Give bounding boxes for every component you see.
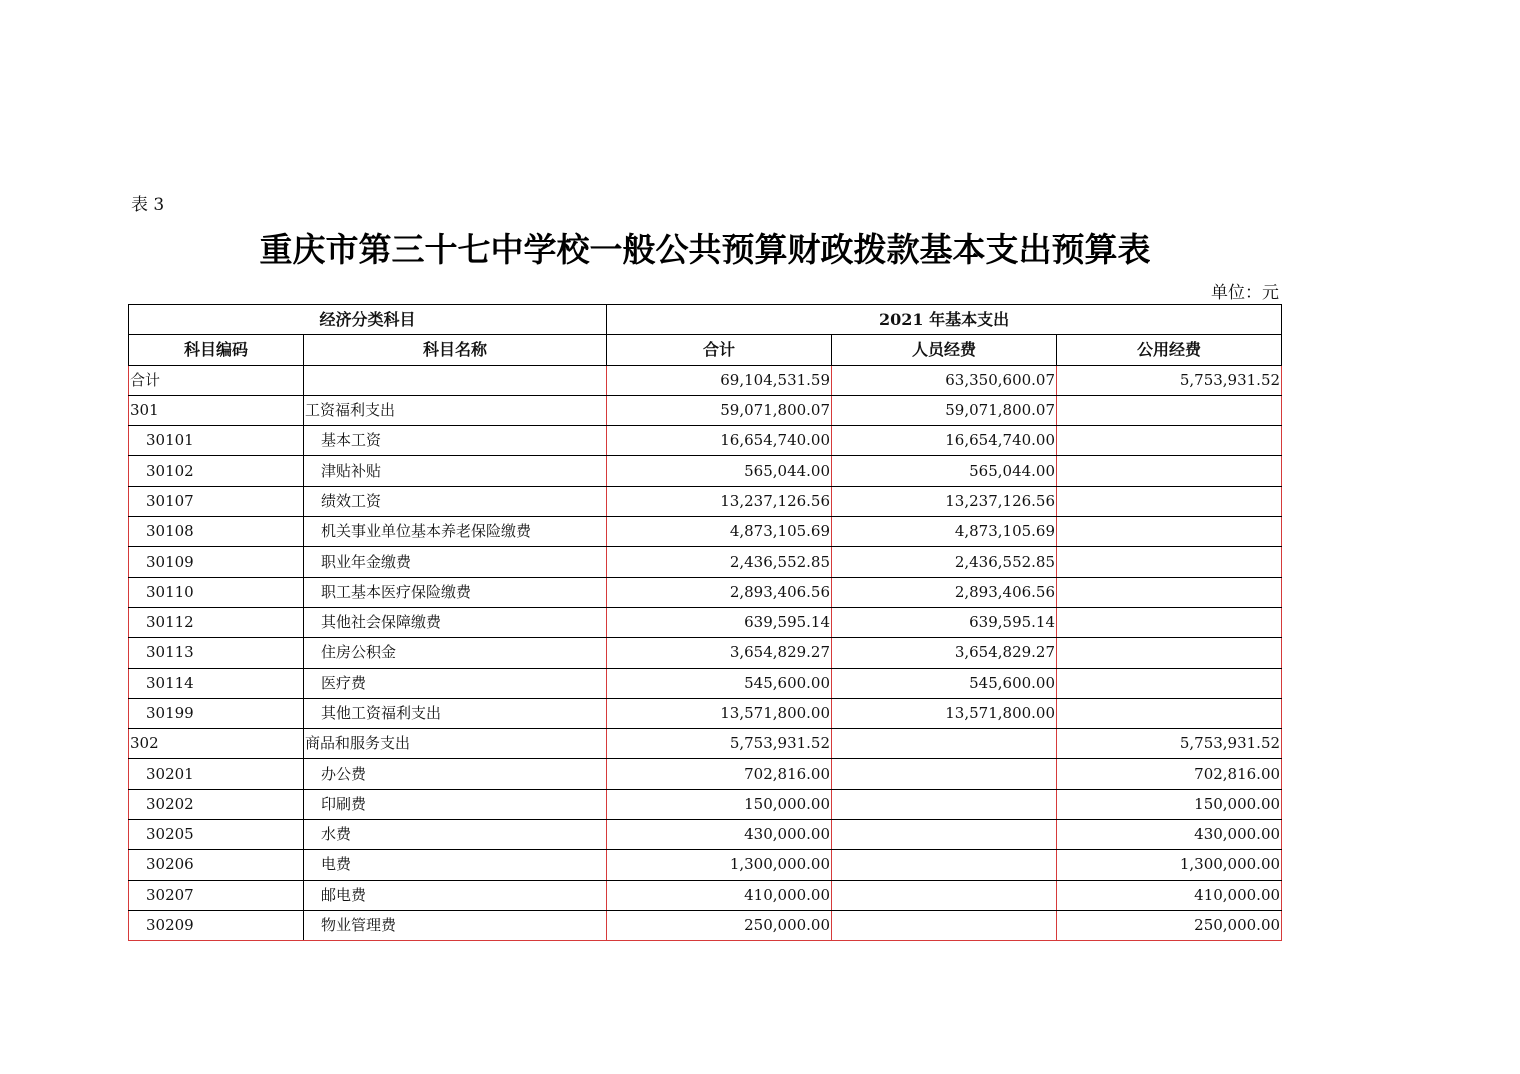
personnel-expenses-cell: 2,436,552.85	[832, 547, 1057, 577]
total-cell: 639,595.14	[607, 607, 832, 637]
personnel-expenses-cell	[832, 850, 1057, 880]
subject-code-cell: 302	[129, 729, 304, 759]
table-row	[129, 365, 1282, 395]
table-row	[129, 880, 1282, 910]
total-cell: 2,436,552.85	[607, 547, 832, 577]
document-title: 重庆市第三十七中学校一般公共预算财政拨款基本支出预算表	[259, 230, 1151, 269]
subject-code-cell: 30206	[129, 850, 304, 880]
public-expenses-cell: 430,000.00	[1057, 820, 1282, 850]
public-expenses-cell	[1057, 607, 1282, 637]
table-row	[129, 517, 1282, 547]
personnel-expenses-cell	[832, 820, 1057, 850]
subject-code-cell: 30201	[129, 759, 304, 789]
total-cell: 5,753,931.52	[607, 729, 832, 759]
subject-name-cell: 机关事业单位基本养老保险缴费	[304, 517, 607, 547]
table-row	[129, 395, 1282, 425]
table-header	[129, 305, 1282, 366]
subject-name-cell: 邮电费	[304, 880, 607, 910]
subject-name-cell: 电费	[304, 850, 607, 880]
header-basic-expenditure: 2021 年基本支出	[607, 305, 1282, 335]
table-row	[129, 698, 1282, 728]
subject-name-cell: 职业年金缴费	[304, 547, 607, 577]
personnel-expenses-cell	[832, 910, 1057, 940]
unit-label: 单位：元	[1211, 283, 1279, 303]
table-row	[129, 638, 1282, 668]
table-row	[129, 577, 1282, 607]
subject-name-cell: 工资福利支出	[304, 395, 607, 425]
personnel-expenses-cell	[832, 729, 1057, 759]
table-row	[129, 607, 1282, 637]
subject-code-cell: 30205	[129, 820, 304, 850]
personnel-expenses-cell	[832, 789, 1057, 819]
subject-code-cell: 30109	[129, 547, 304, 577]
table-number: 表 3	[131, 195, 165, 215]
subject-name-cell: 印刷费	[304, 789, 607, 819]
table-row	[129, 426, 1282, 456]
table-row	[129, 759, 1282, 789]
budget-table	[128, 304, 1282, 941]
public-expenses-cell: 702,816.00	[1057, 759, 1282, 789]
subject-code-cell: 30102	[129, 456, 304, 486]
total-cell: 69,104,531.59	[607, 365, 832, 395]
personnel-expenses-cell: 2,893,406.56	[832, 577, 1057, 607]
subject-code-cell: 30199	[129, 698, 304, 728]
table-row	[129, 547, 1282, 577]
header-column-row	[129, 335, 1282, 365]
public-expenses-cell: 5,753,931.52	[1057, 729, 1282, 759]
personnel-expenses-cell: 545,600.00	[832, 668, 1057, 698]
subject-name-cell: 其他工资福利支出	[304, 698, 607, 728]
header-group-row	[129, 305, 1282, 335]
subject-name-cell: 绩效工资	[304, 486, 607, 516]
personnel-expenses-cell: 63,350,600.07	[832, 365, 1057, 395]
public-expenses-cell	[1057, 547, 1282, 577]
header-subject-code: 科目编码	[129, 335, 304, 365]
subject-name-cell: 商品和服务支出	[304, 729, 607, 759]
subject-name-cell: 基本工资	[304, 426, 607, 456]
public-expenses-cell: 150,000.00	[1057, 789, 1282, 819]
total-cell: 1,300,000.00	[607, 850, 832, 880]
public-expenses-cell	[1057, 668, 1282, 698]
personnel-expenses-cell: 13,237,126.56	[832, 486, 1057, 516]
total-cell: 2,893,406.56	[607, 577, 832, 607]
personnel-expenses-cell: 13,571,800.00	[832, 698, 1057, 728]
subject-code-cell: 30113	[129, 638, 304, 668]
table-row	[129, 910, 1282, 940]
personnel-expenses-cell: 639,595.14	[832, 607, 1057, 637]
subject-name-cell: 医疗费	[304, 668, 607, 698]
subject-code-cell: 30108	[129, 517, 304, 547]
table-row	[129, 729, 1282, 759]
public-expenses-cell: 1,300,000.00	[1057, 850, 1282, 880]
table-row	[129, 850, 1282, 880]
subject-code-cell: 30110	[129, 577, 304, 607]
table-row	[129, 456, 1282, 486]
total-cell: 16,654,740.00	[607, 426, 832, 456]
subject-name-cell: 物业管理费	[304, 910, 607, 940]
public-expenses-cell: 5,753,931.52	[1057, 365, 1282, 395]
total-cell: 250,000.00	[607, 910, 832, 940]
subject-code-cell: 301	[129, 395, 304, 425]
total-cell: 59,071,800.07	[607, 395, 832, 425]
subject-name-cell: 津贴补贴	[304, 456, 607, 486]
header-economic-classification: 经济分类科目	[129, 305, 607, 335]
total-cell: 3,654,829.27	[607, 638, 832, 668]
table-body	[129, 365, 1282, 941]
subject-name-cell: 住房公积金	[304, 638, 607, 668]
public-expenses-cell	[1057, 517, 1282, 547]
total-cell: 13,571,800.00	[607, 698, 832, 728]
personnel-expenses-cell: 3,654,829.27	[832, 638, 1057, 668]
total-cell: 430,000.00	[607, 820, 832, 850]
total-cell: 4,873,105.69	[607, 517, 832, 547]
subject-code-cell: 30107	[129, 486, 304, 516]
header-total: 合计	[607, 335, 832, 365]
header-personnel-expenses: 人员经费	[832, 335, 1057, 365]
public-expenses-cell	[1057, 426, 1282, 456]
public-expenses-cell	[1057, 456, 1282, 486]
total-cell: 565,044.00	[607, 456, 832, 486]
subject-name-cell: 其他社会保障缴费	[304, 607, 607, 637]
total-cell: 702,816.00	[607, 759, 832, 789]
header-subject-name: 科目名称	[304, 335, 607, 365]
personnel-expenses-cell: 59,071,800.07	[832, 395, 1057, 425]
public-expenses-cell	[1057, 577, 1282, 607]
personnel-expenses-cell: 16,654,740.00	[832, 426, 1057, 456]
public-expenses-cell: 410,000.00	[1057, 880, 1282, 910]
table-row	[129, 789, 1282, 819]
public-expenses-cell	[1057, 698, 1282, 728]
subject-code-cell: 30112	[129, 607, 304, 637]
table-row	[129, 820, 1282, 850]
personnel-expenses-cell	[832, 880, 1057, 910]
subject-code-cell: 30207	[129, 880, 304, 910]
subject-code-cell: 30114	[129, 668, 304, 698]
public-expenses-cell	[1057, 638, 1282, 668]
subject-name-cell: 水费	[304, 820, 607, 850]
public-expenses-cell: 250,000.00	[1057, 910, 1282, 940]
header-public-expenses: 公用经费	[1057, 335, 1282, 365]
public-expenses-cell	[1057, 395, 1282, 425]
total-cell: 150,000.00	[607, 789, 832, 819]
subject-code-cell: 30202	[129, 789, 304, 819]
total-cell: 410,000.00	[607, 880, 832, 910]
table-row	[129, 486, 1282, 516]
subject-code-cell: 合计	[129, 365, 304, 395]
subject-name-cell: 职工基本医疗保险缴费	[304, 577, 607, 607]
subject-name-cell: 办公费	[304, 759, 607, 789]
personnel-expenses-cell: 4,873,105.69	[832, 517, 1057, 547]
table-row	[129, 668, 1282, 698]
subject-code-cell: 30101	[129, 426, 304, 456]
public-expenses-cell	[1057, 486, 1282, 516]
subject-name-cell	[304, 365, 607, 395]
total-cell: 545,600.00	[607, 668, 832, 698]
subject-code-cell: 30209	[129, 910, 304, 940]
personnel-expenses-cell	[832, 759, 1057, 789]
total-cell: 13,237,126.56	[607, 486, 832, 516]
personnel-expenses-cell: 565,044.00	[832, 456, 1057, 486]
